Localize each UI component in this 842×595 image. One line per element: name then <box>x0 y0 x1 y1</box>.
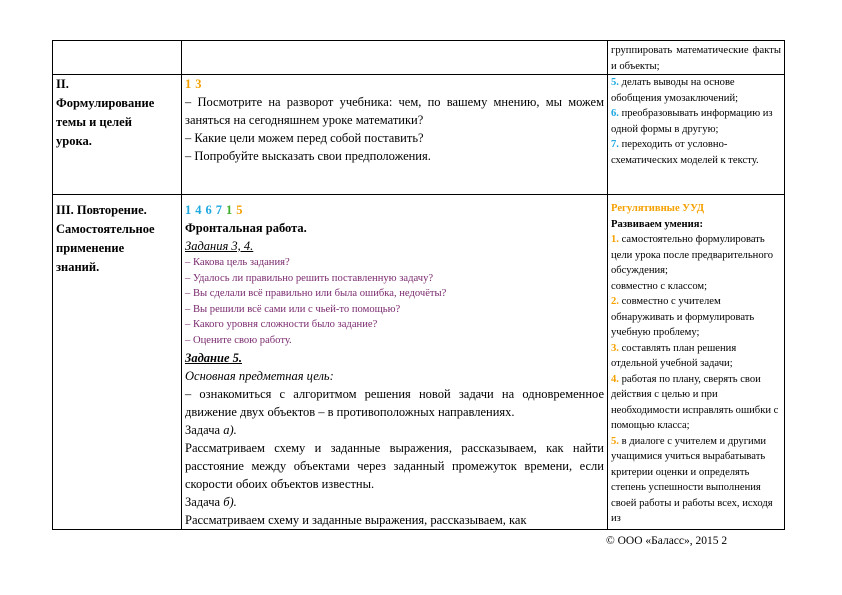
skill-item <box>611 232 781 279</box>
skills-cell <box>608 75 785 195</box>
stage-line: урока. <box>56 134 92 148</box>
skill-item-number: 1. <box>611 234 622 245</box>
copyright-footer: © ООО «Баласс», 2015 2 <box>606 535 728 547</box>
table-row <box>53 75 785 195</box>
skill-item-text: совместно с учителем обнаруживать и формулировать учебную проблему; <box>611 296 755 338</box>
task-b-heading <box>185 493 604 511</box>
question-line: – Посмотрите на разворот учебника: чем, по вашему мнению, мы можем заняться на сегодняшнем уроке математики? <box>185 95 604 127</box>
stage-line: Самостоятельное <box>56 222 155 236</box>
stage-line: III. Повторение. <box>56 203 147 217</box>
skill-item-text: в диалоге с учителем и другими учащимися учиться вырабатывать критерии оценки и определять степень успешности выполнения своей работы и работы всех, исходя из <box>611 435 773 524</box>
skill-item-number: 6. <box>611 108 622 119</box>
table-row <box>53 41 785 75</box>
skill-number: 3 <box>195 77 202 91</box>
goal-label: Основная предметная цель: <box>185 368 334 383</box>
skill-number: 7 <box>215 203 222 217</box>
question-line: – Попробуйте высказать свои предположения. <box>185 149 431 163</box>
skill-number: 1 <box>185 203 192 217</box>
task-b-letter: б). <box>223 494 237 509</box>
lesson-table <box>52 40 785 530</box>
skills-cell <box>608 41 785 75</box>
self-check-question: – Вы сделали всё правильно или была ошибка, недочёты? <box>185 288 447 300</box>
skill-numbers <box>185 201 604 219</box>
stage-cell <box>53 41 182 75</box>
skills-subheading: Развиваем умения: <box>611 218 703 230</box>
skill-item <box>611 75 781 106</box>
skills-cell <box>608 195 785 530</box>
skill-number: 5 <box>236 203 243 217</box>
self-check-question: – Какого уровня сложности было задание? <box>185 319 378 331</box>
stage-cell <box>53 195 182 530</box>
content-cell <box>182 41 608 75</box>
frontal-work-heading: Фронтальная работа. <box>185 221 307 235</box>
stage-cell <box>53 75 182 195</box>
skill-item <box>611 279 781 295</box>
skill-item <box>611 294 781 341</box>
skill-item-text: работая по плану, сверять свои действия с целью и при необходимости исправлять ошибки с помощью класса; <box>611 373 779 431</box>
skill-item <box>611 137 781 168</box>
skill-number: 1 <box>185 77 192 91</box>
task-b-text: Рассматриваем схему и заданные выражения, рассказываем, как <box>185 512 527 527</box>
self-check-question: – Какова цель задания? <box>185 257 290 268</box>
task-a-text: Рассматриваем схему и заданные выражения, рассказываем, как найти расстояние между объектами через заданный промежуток времени, если скорости обоих объектов известны. <box>185 440 604 491</box>
question-list <box>185 255 604 349</box>
skill-item-text: переходить от условно-схематических моделей к тексту. <box>611 139 759 166</box>
self-check-question: – Оцените свою работу. <box>185 334 292 346</box>
task-a-letter: а). <box>223 422 237 437</box>
content-cell <box>182 75 608 195</box>
stage-line: знаний. <box>56 260 100 274</box>
skills-text: группировать математические факты и объекты; <box>611 45 781 72</box>
skill-item-text: делать выводы на основе обобщения умозаключений; <box>611 77 739 104</box>
stage-line: применение <box>56 241 125 255</box>
skill-item-number: 4. <box>611 373 622 385</box>
skill-number: 6 <box>205 203 212 217</box>
skill-item-text: самостоятельно формулировать цели урока после предварительного обсуждения; <box>611 234 774 276</box>
task-a-heading <box>185 421 604 439</box>
self-check-question: – Вы решили всё сами или с чьей-то помощью? <box>185 303 401 315</box>
skill-item-text: преобразовывать информацию из одной формы в другую; <box>611 108 773 135</box>
stage-line: темы и целей <box>56 115 132 129</box>
stage-line: Формулирование <box>56 96 155 110</box>
task-heading: Задания 3, 4. <box>185 239 254 253</box>
skill-number: 4 <box>195 203 202 217</box>
stage-line: II. <box>56 77 69 91</box>
content-cell <box>182 195 608 530</box>
question-line: – Какие цели можем перед собой поставить? <box>185 131 424 145</box>
skill-item-text: совместно с классом; <box>611 280 708 292</box>
skill-item-number: 2. <box>611 296 622 307</box>
table-row <box>53 195 785 530</box>
skill-item-number: 5. <box>611 435 622 447</box>
goal-text: – ознакомиться с алгоритмом решения новой задачи на одновременное движение двух объектов – в противоположных направлениях. <box>185 386 604 419</box>
task-heading: Задание 5. <box>185 350 243 365</box>
skills-heading: Регулятивные УУД <box>611 203 705 214</box>
skill-numbers <box>185 75 604 93</box>
task-b-prefix: Задача <box>185 494 224 509</box>
self-check-question: – Удалось ли правильно решить поставленную задачу? <box>185 272 434 284</box>
skill-item <box>611 341 781 372</box>
skill-number: 1 <box>226 203 233 217</box>
skill-item <box>611 372 781 434</box>
skill-item-text: составлять план решения отдельной учебной задачи; <box>611 342 737 369</box>
skill-item <box>611 434 781 527</box>
skill-item-number: 7. <box>611 139 622 150</box>
skill-item-number: 5. <box>611 77 622 88</box>
skill-item <box>611 106 781 137</box>
skill-item-number: 3. <box>611 342 622 354</box>
task-a-prefix: Задача <box>185 422 224 437</box>
